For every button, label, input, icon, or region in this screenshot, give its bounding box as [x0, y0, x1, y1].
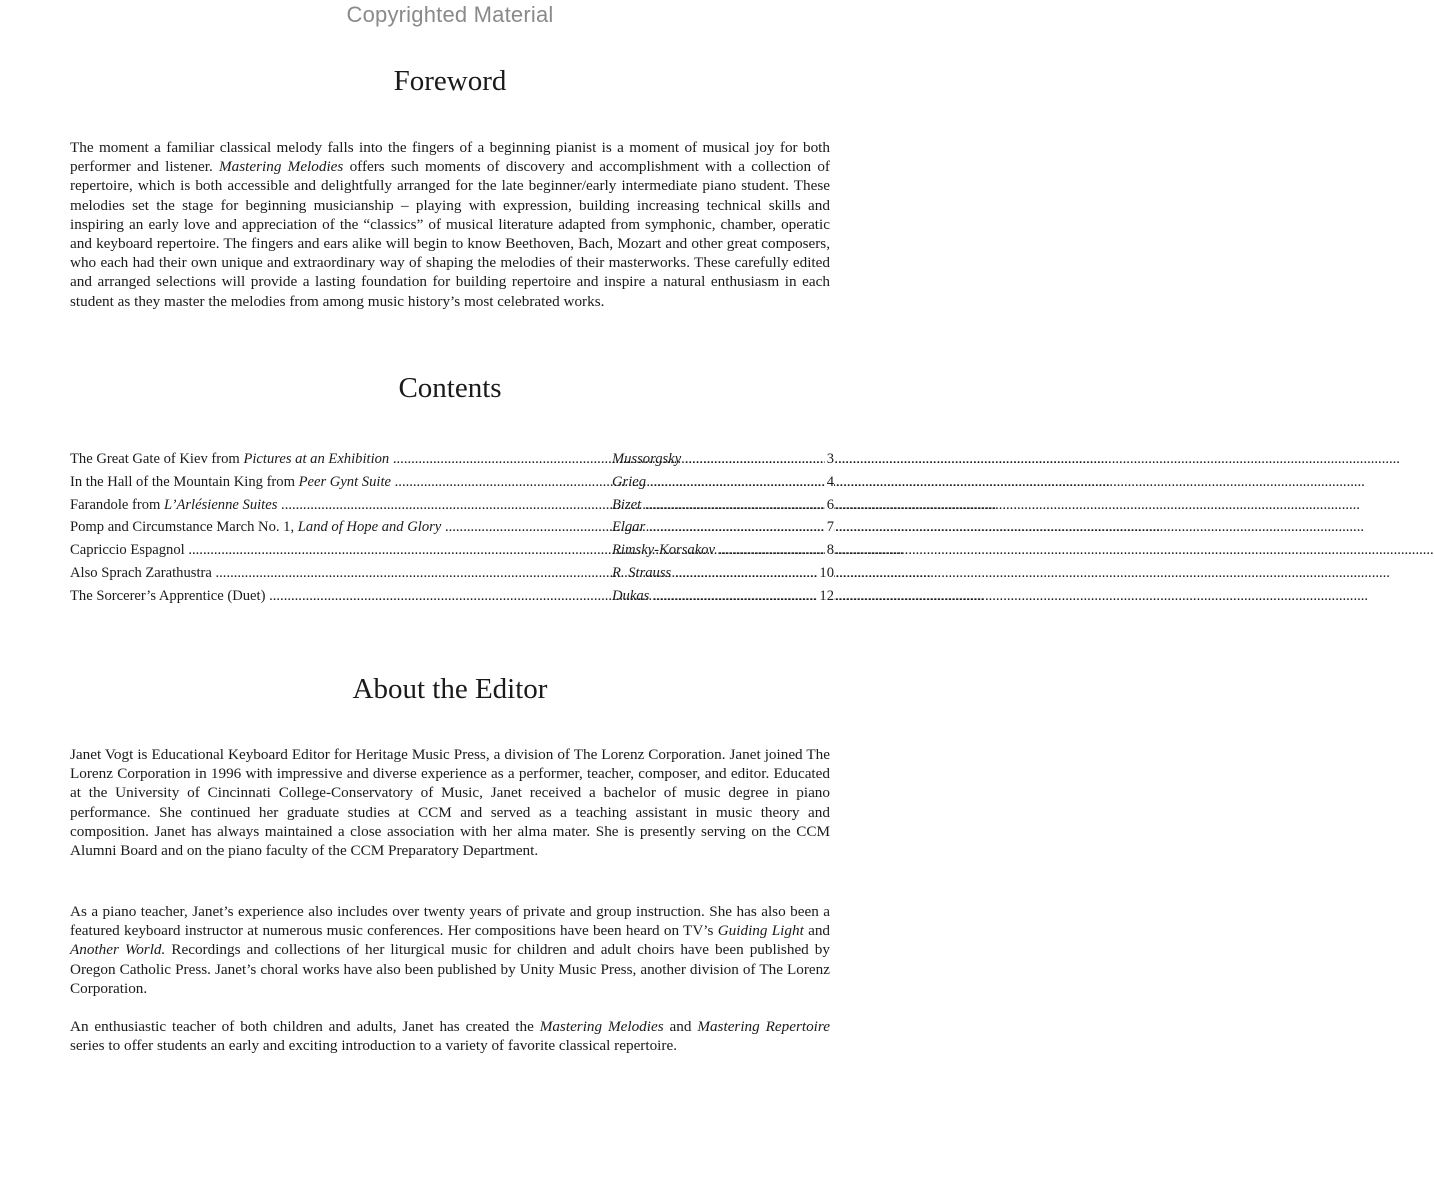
italic-text: Mastering Melodies	[539, 1018, 664, 1035]
toc-title-text: The Great Gate of Kiev from	[70, 451, 244, 467]
editor-paragraph-1	[70, 745, 830, 860]
toc-entry	[70, 562, 834, 585]
text-run: offers such moments of discovery and accomplishment with a collection of repertoire, which is both accessible and delightfully arranged for the late beginner/early intermediate piano student. These melodies set the stage for beginning musicianship – playing with expression, building increasing technical skills and inspiring an early love and appreciation of the “classics” of musical literature adapted from symphonic, chamber, operatic and keyboard repertoire. The fingers and ears alike will begin to know Beethoven, Bach, Mozart and other great composers, who each had their own unique and extraordinary way of shaping the melodies of their masterworks. These carefully edited and arranged selections will provide a lasting foundation for building repertoire and inspire a natural enthusiasm in each student as they master the melodies from among music history’s most celebrated works.	[70, 158, 830, 310]
text-run: series to offer students an early and exciting introduction to a variety of favorite classical repertoire.	[70, 1037, 677, 1055]
foreword-paragraph	[70, 138, 830, 311]
editor-paragraph-3	[70, 1017, 830, 1055]
toc-title-text: Farandole from	[70, 496, 165, 513]
toc-title-text: Pomp and Circumstance March No. 1,	[70, 519, 298, 536]
text-run: An enthusiastic teacher of both children and adults, Janet has created the	[70, 1018, 540, 1035]
toc-composer: Rimsky-Korsakov	[612, 542, 715, 559]
italic-text: Mastering Repertoire	[697, 1018, 830, 1035]
text-run: The moment a familiar classical melody falls into the fingers of a beginning pianist is a moment of musical joy for both performer and listener.	[70, 139, 830, 176]
copyright-watermark: Copyrighted Material	[346, 2, 554, 27]
table-of-contents	[70, 448, 834, 608]
toc-page-number: 10	[817, 562, 834, 585]
toc-title	[70, 562, 612, 585]
toc-entry	[70, 585, 834, 608]
toc-page-number: 12	[817, 585, 834, 608]
toc-page-number: 8	[825, 539, 834, 562]
toc-composer-column	[612, 448, 832, 471]
toc-title	[70, 585, 612, 608]
toc-page-number: 3	[825, 448, 834, 471]
toc-title-text: In the Hall of the Mountain King from	[70, 473, 299, 490]
text-run: As a piano teacher, Janet’s experience also includes over twenty years of private and group instruction. She has also been a featured keyboard instructor at numerous music conferences. Her compositions have been heard on TV’s	[70, 903, 830, 940]
toc-work-title: Peer Gynt Suite	[298, 473, 391, 490]
toc-composer-column	[612, 585, 832, 608]
toc-entry	[70, 494, 834, 517]
toc-title	[70, 516, 612, 539]
about-editor-heading: About the Editor	[352, 673, 548, 705]
editor-paragraph-2	[70, 902, 830, 998]
toc-page-number: 6	[825, 494, 834, 517]
text-run: Janet Vogt is Educational Keyboard Editor for Heritage Music Press, a division of The Lorenz Corporation. Janet joined The Lorenz Corporation in 1996 with impressive and diverse experience as a performer, teacher, composer, and editor. Educated at the University of Cincinnati College-Conservatory of Music, Janet received a bachelor of music degree in piano performance. She continued her graduate studies at CCM and served as a teaching assistant in music theory and composition. Janet has always maintained a close association with her alma mater. She is presently serving on the CCM Alumni Board and on the piano faculty of the CCM Preparatory Department.	[70, 746, 830, 860]
toc-composer-column	[612, 471, 832, 494]
toc-title	[70, 494, 612, 517]
toc-composer: Mussorgsky	[612, 451, 682, 467]
toc-composer: Elgar	[612, 519, 646, 536]
toc-entry	[70, 471, 834, 494]
toc-composer-column	[612, 562, 832, 585]
italic-text: Mastering Melodies	[219, 158, 344, 176]
toc-page-number: 7	[825, 516, 834, 539]
toc-composer-column	[612, 539, 832, 562]
toc-work-title: Pictures at an Exhibition	[243, 451, 390, 467]
toc-entry	[70, 448, 834, 471]
contents-heading: Contents	[398, 372, 502, 404]
toc-composer: Bizet	[612, 496, 642, 513]
toc-composer-column	[612, 494, 832, 517]
toc-work-title: L’Arlésienne Suites	[164, 496, 278, 513]
foreword-heading: Foreword	[393, 65, 507, 97]
toc-title-text: Also Sprach Zarathustra	[70, 564, 212, 581]
toc-title	[70, 539, 612, 562]
toc-work-title: Land of Hope and Glory	[297, 519, 442, 536]
toc-entry	[70, 516, 834, 539]
toc-composer: R. Strauss	[612, 564, 672, 581]
toc-composer-column	[612, 516, 832, 539]
toc-entry	[70, 539, 834, 562]
toc-title	[70, 471, 612, 494]
toc-title	[70, 448, 612, 471]
toc-title-text: The Sorcerer’s Apprentice (Duet)	[70, 587, 266, 604]
italic-text: Another World.	[70, 941, 166, 959]
italic-text: Guiding Light	[717, 922, 804, 940]
toc-title-text: Capriccio Espagnol	[70, 542, 185, 559]
toc-composer: Dukas	[612, 587, 650, 604]
toc-composer: Grieg	[612, 473, 647, 490]
text-run: and	[663, 1018, 698, 1035]
text-run: Recordings and collections of her liturgical music for children and adult choirs have been published by Oregon Catholic Press. Janet’s choral works have also been published by Unity Music Press, another division of The Lorenz Corporation.	[70, 941, 830, 997]
toc-page-number: 4	[825, 471, 834, 494]
text-run: and	[803, 922, 831, 940]
